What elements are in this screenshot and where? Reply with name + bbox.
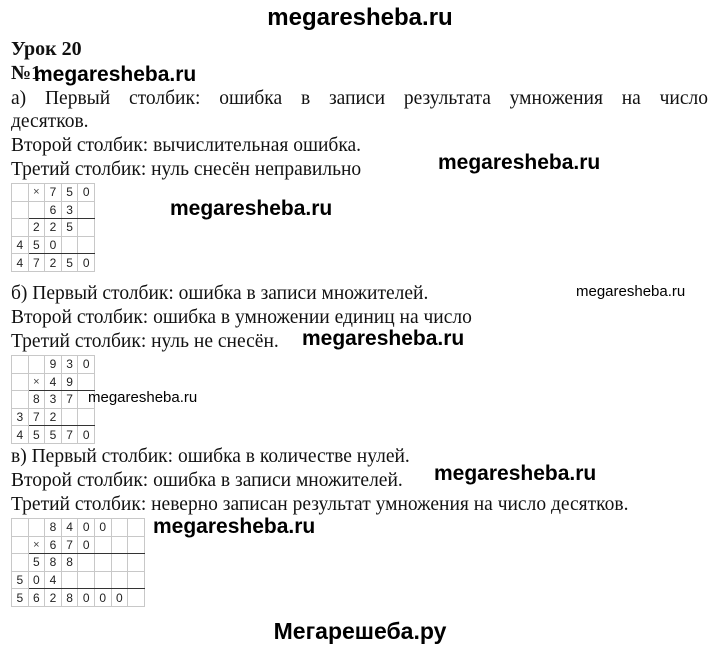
- part-c-line-2: Второй столбик: ошибка в записи множителей.: [11, 470, 403, 491]
- calc-row: [12, 201, 95, 219]
- part-b-line-3: Третий столбик: нуль не снесён.: [11, 331, 279, 352]
- calc-cell: [12, 536, 29, 554]
- calc-cell: 5: [12, 571, 29, 589]
- calc-row: [12, 356, 95, 374]
- calc-cell: [12, 554, 29, 572]
- part-b-line-2: Второй столбик: ошибка в умножении единиц на число: [11, 307, 472, 328]
- watermark: megaresheba.ru: [153, 515, 316, 538]
- calc-cell: [111, 554, 128, 572]
- calc-cell: 0: [94, 519, 111, 537]
- lesson-title: Урок 20: [11, 38, 82, 60]
- calc-cell: [94, 536, 111, 554]
- watermark: megaresheba.ru: [34, 63, 197, 86]
- calc-cell: [61, 571, 78, 589]
- calc-cell: [128, 519, 145, 537]
- calc-cell: [78, 201, 95, 219]
- part-a-line-1: а) Первый столбик: ошибка в записи результата умножения на число: [11, 88, 708, 109]
- calc-cell: [12, 184, 29, 202]
- calc-cell: 7: [28, 254, 45, 272]
- calc-row: [12, 219, 95, 237]
- calc-cell: [28, 519, 45, 537]
- calc-cell: 8: [28, 391, 45, 409]
- calc-row: [12, 571, 145, 589]
- calc-row: [12, 519, 145, 537]
- calc-cell: 4: [45, 571, 62, 589]
- calc-cell: 0: [111, 589, 128, 607]
- calc-cell: 5: [61, 184, 78, 202]
- calc-cell: 5: [61, 219, 78, 237]
- calc-cell: 7: [61, 426, 78, 444]
- calc-grid-b: [11, 355, 95, 444]
- calc-cell: 0: [28, 571, 45, 589]
- calc-cell: 6: [45, 201, 62, 219]
- calc-row: [12, 184, 95, 202]
- part-a-line-1b: десятков.: [11, 111, 89, 132]
- calc-row: [12, 536, 145, 554]
- calc-cell: 7: [45, 184, 62, 202]
- calc-cell: [61, 408, 78, 426]
- calc-cell: 4: [12, 236, 29, 254]
- calc-row: [12, 408, 95, 426]
- calc-row: [12, 589, 145, 607]
- calc-cell: 6: [28, 589, 45, 607]
- calc-cell: 2: [45, 408, 62, 426]
- calc-cell: 3: [12, 408, 29, 426]
- watermark: megaresheba.ru: [434, 462, 597, 485]
- watermark-bottom: Мегарешеба.ру: [273, 618, 447, 644]
- calc-row: [12, 373, 95, 391]
- calc-cell: 6: [45, 536, 62, 554]
- calc-cell: [12, 219, 29, 237]
- calc-cell: 4: [45, 373, 62, 391]
- calc-cell: [111, 571, 128, 589]
- calc-cell: 8: [45, 519, 62, 537]
- calc-row: [12, 236, 95, 254]
- calc-cell: 5: [28, 554, 45, 572]
- task-number: №1: [11, 62, 42, 84]
- calc-cell: [111, 519, 128, 537]
- calc-cell: 4: [61, 519, 78, 537]
- calc-cell: [128, 571, 145, 589]
- calc-row: [12, 426, 95, 444]
- calc-cell: [111, 536, 128, 554]
- calc-cell: [61, 236, 78, 254]
- calc-cell: 7: [61, 536, 78, 554]
- calc-cell: 5: [61, 254, 78, 272]
- calc-cell: [12, 373, 29, 391]
- multiply-sign: ×: [28, 536, 45, 554]
- calc-cell: 9: [45, 356, 62, 374]
- calc-cell: [78, 554, 95, 572]
- watermark: megaresheba.ru: [302, 327, 465, 350]
- calc-grid-c: [11, 518, 145, 607]
- multiply-sign: ×: [28, 184, 45, 202]
- part-a-line-2: Второй столбик: вычислительная ошибка.: [11, 135, 362, 156]
- part-a-line-3: Третий столбик: нуль снесён неправильно: [11, 159, 362, 180]
- calc-cell: [12, 391, 29, 409]
- calc-cell: 5: [45, 426, 62, 444]
- watermark: megaresheba.ru: [438, 151, 601, 174]
- calc-cell: 2: [45, 219, 62, 237]
- watermark: megaresheba.ru: [576, 283, 686, 300]
- calc-cell: 0: [78, 254, 95, 272]
- calc-cell: 4: [12, 426, 29, 444]
- calc-cell: 2: [28, 219, 45, 237]
- calc-cell: 8: [45, 554, 62, 572]
- calc-cell: 8: [61, 554, 78, 572]
- calc-cell: 0: [45, 236, 62, 254]
- calc-cell: 0: [78, 589, 95, 607]
- calc-cell: [12, 201, 29, 219]
- calc-cell: 8: [61, 589, 78, 607]
- watermark-top: megaresheba.ru: [267, 4, 453, 31]
- calc-cell: 2: [45, 589, 62, 607]
- calc-row: [12, 554, 145, 572]
- calc-cell: [128, 589, 145, 607]
- calc-cell: 0: [78, 519, 95, 537]
- calc-cell: 0: [94, 589, 111, 607]
- calc-cell: [12, 356, 29, 374]
- calc-cell: [78, 408, 95, 426]
- calc-row: [12, 391, 95, 409]
- watermark: megaresheba.ru: [170, 197, 333, 220]
- calc-cell: 3: [45, 391, 62, 409]
- calc-cell: 2: [45, 254, 62, 272]
- calc-cell: [78, 571, 95, 589]
- calc-cell: [94, 571, 111, 589]
- calc-cell: 7: [61, 391, 78, 409]
- calc-cell: 0: [78, 426, 95, 444]
- part-c-line-3: Третий столбик: неверно записан результат умножения на число десятков.: [11, 494, 629, 515]
- calc-cell: [94, 554, 111, 572]
- calc-cell: 0: [78, 184, 95, 202]
- calc-cell: 0: [78, 356, 95, 374]
- calc-cell: [12, 519, 29, 537]
- part-c-line-1: в) Первый столбик: ошибка в количестве нулей.: [11, 446, 410, 467]
- calc-cell: [78, 219, 95, 237]
- calc-cell: 0: [78, 536, 95, 554]
- calc-cell: [78, 236, 95, 254]
- part-b-line-1: б) Первый столбик: ошибка в записи множителей.: [11, 283, 429, 304]
- watermark: megaresheba.ru: [88, 389, 198, 406]
- calc-grid-a: [11, 183, 95, 272]
- calc-row: [12, 254, 95, 272]
- calc-cell: [28, 356, 45, 374]
- multiply-sign: ×: [28, 373, 45, 391]
- calc-cell: 3: [61, 356, 78, 374]
- calc-cell: [128, 536, 145, 554]
- calc-cell: 5: [12, 589, 29, 607]
- calc-cell: [28, 201, 45, 219]
- calc-cell: 5: [28, 426, 45, 444]
- calc-cell: 4: [12, 254, 29, 272]
- calc-cell: 9: [61, 373, 78, 391]
- calc-cell: 7: [28, 408, 45, 426]
- calc-cell: 5: [28, 236, 45, 254]
- calc-cell: [128, 554, 145, 572]
- calc-cell: 3: [61, 201, 78, 219]
